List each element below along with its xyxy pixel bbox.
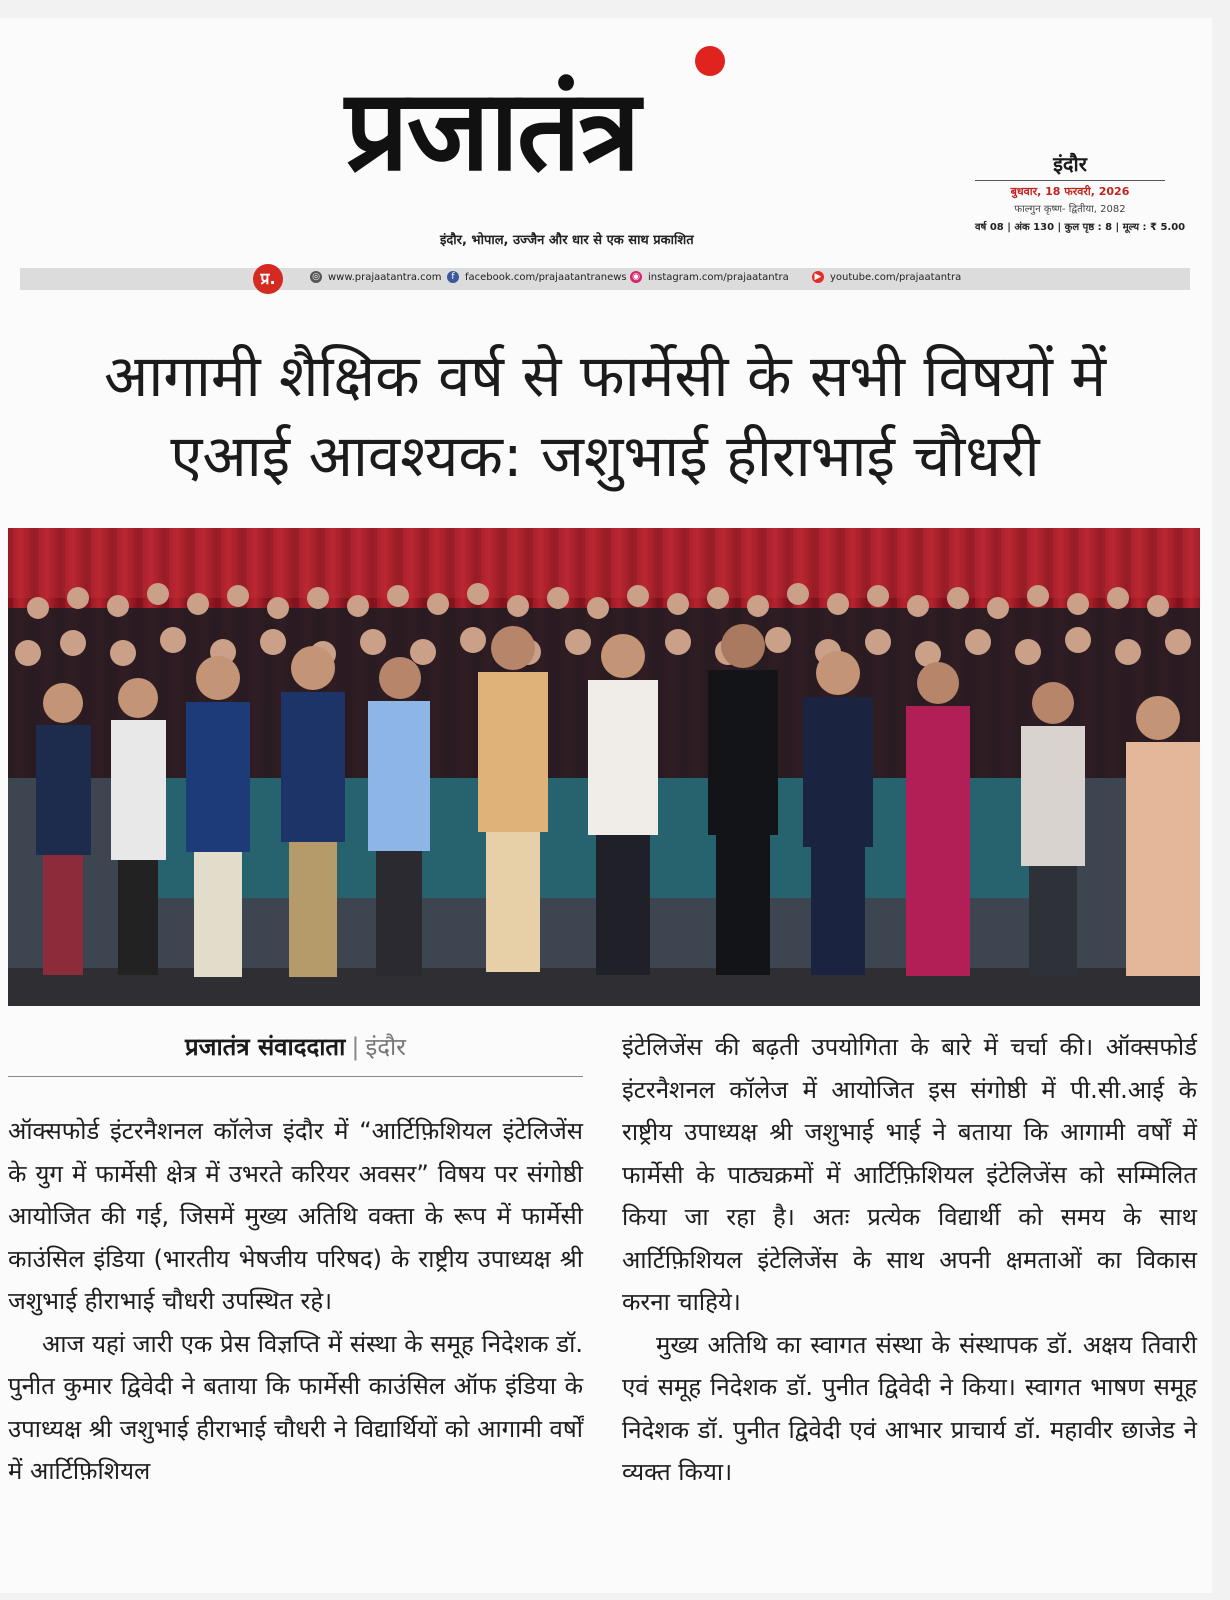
article-column-2 [622, 1026, 1197, 1494]
article-headline [20, 336, 1190, 496]
byline-separator: | [351, 1033, 360, 1061]
instagram-label: instagram.com/prajaatantra [648, 271, 789, 283]
globe-icon: ◎ [310, 271, 322, 283]
facebook-label: facebook.com/prajaatantranews [465, 271, 627, 283]
edition-hindi-date: फाल्गुन कृष्ण- द्वितीया, 2082 [1014, 204, 1126, 215]
paragraph-4: मुख्य अतिथि का स्वागत संस्था के संस्थापक डॉ. अक्षय तिवारी एवं समूह निदेशक डॉ. पुनीत द्विवेदी ने किया। स्वागत भाषण समूह निदेशक डॉ. पुनीत द्विवेदी एवं आभार प्राचार्य डॉ. महावीर छाजेड ने व्यक्त किया। [622, 1330, 1197, 1486]
facebook-icon: f [447, 271, 459, 283]
instagram-icon: ◉ [630, 271, 642, 283]
brand-mark-icon: प्र. [253, 264, 283, 294]
website-label: www.prajaatantra.com [328, 271, 442, 283]
headline-line-2: एआई आवश्यक: जशुभाई हीराभाई चौधरी [170, 422, 1040, 490]
masthead-logo [345, 46, 865, 226]
paragraph-3: इंटेलिजेंस की बढ़ती उपयोगिता के बारे में चर्चा की। ऑक्सफोर्ड इंटरनैशनल कॉलेज में आयोजित इस संगोष्ठी में पी.सी.आई के राष्ट्रीय उपाध्यक्ष श्री जशुभाई भाई ने बताया कि आगामी वर्षों में फार्मेसी के पाठ्यक्रमों में आर्टिफ़िशियल इंटेलिजेंस को सम्मिलित किया जा रहा है। अतः प्रत्येक विद्यार्थी को समय के साथ आर्टिफ़िशियल इंटेलिजेंस के साथ अपनी क्षमताओं का विकास करना चाहिये। [622, 1033, 1197, 1316]
paragraph-2: आज यहां जारी एक प्रेस विज्ञप्ति में संस्था के समूह निदेशक डॉ. पुनीत कुमार द्विवेदी ने बताया कि फार्मेसी काउंसिल ऑफ इंडिया के उपाध्यक्ष श्री जशुभाई हीराभाई चौधरी ने विद्यार्थियों को आगामी वर्षों में आर्टिफ़िशियल [8, 1329, 583, 1485]
group-photo [8, 528, 1200, 1006]
byline-divider [8, 1076, 583, 1077]
website-link[interactable] [310, 271, 442, 283]
edition-meta: वर्ष 08 | अंक 130 | कुल पृष्ठ : 8 | मूल्य : ₹ 5.00 [975, 222, 1186, 233]
headline-line-1: आगामी शैक्षिक वर्ष से फार्मेसी के सभी विषयों में [103, 342, 1107, 410]
logo-red-dot [695, 46, 725, 76]
paragraph-1: ऑक्सफोर्ड इंटरनैशनल कॉलेज इंदौर में “आर्टिफ़िशियल इंटेलिजेंस के युग में फार्मेसी क्षेत्र में उभरते करियर अवसर” विषय पर संगोष्ठी आयोजित की गई, जिसमें मुख्य अतिथि वक्ता के रूप में फार्मेसी काउंसिल इंडिया (भारतीय भेषजीय परिषद) के राष्ट्रीय उपाध्यक्ष श्री जशुभाई हीराभाई चौधरी उपस्थित रहे। [8, 1117, 583, 1315]
edition-date: बुधवार, 18 फरवरी, 2026 [1010, 185, 1130, 198]
masthead-tagline: इंदौर, भोपाल, उज्जैन और धार से एक साथ प्रकाशित [440, 233, 694, 248]
instagram-link[interactable] [630, 271, 789, 283]
youtube-label: youtube.com/prajaatantra [830, 271, 962, 283]
edition-info [975, 150, 1186, 233]
youtube-link[interactable] [812, 271, 961, 283]
article-column-1 [8, 1110, 583, 1493]
byline-name: प्रजातंत्र संवाददाता [184, 1033, 346, 1061]
facebook-link[interactable] [447, 271, 627, 283]
article-byline [8, 1030, 583, 1064]
logo-text: प्रजातंत्र [345, 66, 639, 196]
youtube-icon: ▶ [812, 271, 824, 283]
social-strip [20, 268, 1190, 290]
byline-city: इंदौर [365, 1033, 406, 1061]
edition-city: इंदौर [975, 150, 1165, 181]
